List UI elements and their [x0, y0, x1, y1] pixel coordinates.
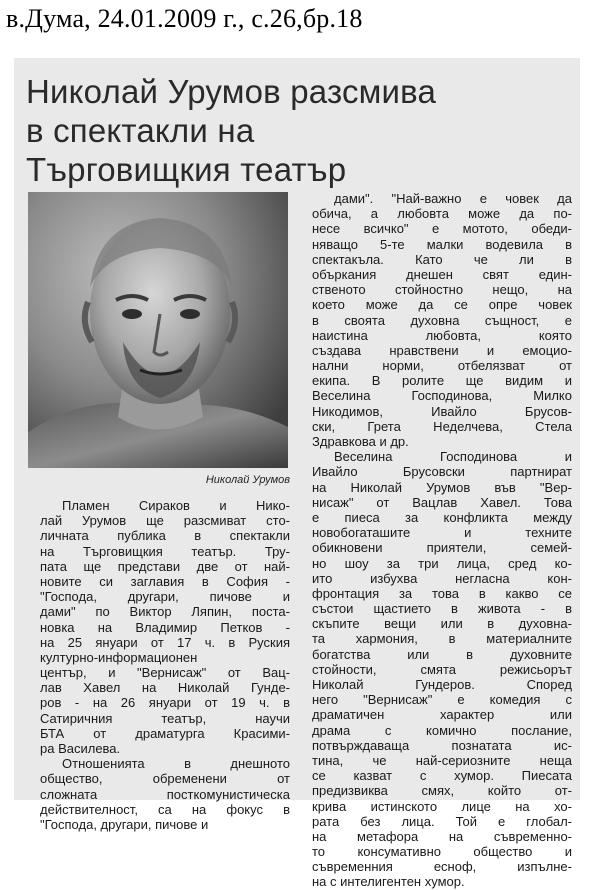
article-line: създава нравствени и емоцио-	[312, 342, 572, 358]
article-line: личната публика в спектакли	[40, 528, 290, 544]
article-line: новка на Владимир Петков -	[40, 619, 290, 635]
article-line: новите си заглавия в София -	[40, 573, 290, 589]
article-paragraph	[40, 498, 290, 756]
article-line: Веселина Господинова, Милко	[312, 388, 572, 404]
article-line: БТА от драматурга Красими-	[40, 725, 290, 741]
article-line: крива истинското лице на хо-	[312, 798, 572, 814]
article-line: Отношенията в днешното	[62, 756, 290, 772]
article-line: нисаж" от Вацлав Хавел. Това	[312, 494, 572, 510]
article-line: него "Вернисаж" е комедия с	[312, 692, 572, 708]
article-line: скъпите вещи или в духовна-	[312, 616, 572, 632]
headline-line: Търговищкия театър	[26, 151, 347, 188]
article-line: драматичен характер или	[312, 707, 572, 723]
article-line: ито избухва негласна кон-	[312, 570, 572, 586]
article-line: общество, обременени от	[40, 771, 290, 787]
article-line: дами". "Най-важно е човек да	[334, 191, 572, 206]
article-line: ски, Грета Неделчева, Стела	[312, 418, 572, 434]
headline-line: Николай Урумов разсмива	[26, 73, 437, 110]
article-column-left	[40, 498, 290, 832]
article-line: културно-информационен	[40, 649, 198, 665]
article-line: на метафора на съвременно-	[312, 828, 572, 844]
article-line: на Николай Урумов във "Вер-	[312, 479, 572, 495]
article-line: наистина любовта, която	[312, 327, 572, 343]
article-paragraph	[312, 191, 572, 449]
article-line: ра Василева.	[40, 741, 121, 756]
article-line: обикновени приятели, семей-	[312, 540, 572, 556]
article-line: дами" по Виктор Ляпин, поста-	[40, 604, 290, 620]
article-line: се казват с хумор. Пиесата	[312, 768, 572, 784]
article-line: Веселина Господинова и	[334, 449, 572, 465]
article-line: ров - на 26 януари от 19 ч. в	[40, 695, 290, 711]
article-line: предизвиква смях, който от-	[312, 783, 572, 799]
article-paragraph	[312, 449, 572, 889]
article-line: лай Урумов ще разсмиват сто-	[40, 513, 290, 529]
article-line: новобогаташите и техните	[312, 525, 572, 541]
article-line: "Господа, другари, пичове и	[40, 589, 290, 605]
article-line: екипа. В ролите ще видим и	[312, 373, 572, 389]
article-line: съвременния есноф, изпълне-	[312, 859, 572, 875]
article-line: Здравкова и др.	[312, 434, 409, 449]
article-line: нални норми, отбелязват от	[312, 358, 572, 374]
article-line: което може да се опре човек	[312, 297, 572, 313]
article-line: на 25 януари от 17 ч. в Руския	[40, 634, 290, 650]
photo-caption: Николай Урумов	[205, 474, 290, 486]
article-line: действителност, са на фокус в	[40, 801, 290, 817]
article-line: на с интелигентен хумор.	[312, 874, 465, 890]
article-line: в своята духовна същност, е	[312, 312, 572, 328]
article-line: на Търговищкия театър. Тру-	[40, 543, 290, 559]
article-line: тина, че най-сериозните неща	[312, 752, 572, 768]
article-line: спектакъла. Като че ли в	[312, 251, 572, 267]
article-line: обича, а любовта може да по-	[312, 206, 572, 222]
article-line: ственото стойностно нещо, на	[312, 282, 572, 298]
article-line: Ивайло Брусовски партнират	[312, 464, 572, 480]
article-headline	[26, 72, 586, 189]
article-column-right	[312, 191, 572, 890]
article-line: сложната посткомунистическа	[40, 786, 290, 802]
article-line: Никодимов, Ивайло Брусов-	[312, 403, 572, 419]
portrait-illustration	[28, 192, 288, 468]
portrait-photo	[28, 192, 288, 468]
article-paragraph	[40, 756, 290, 832]
article-line: та хармония, в материалните	[312, 631, 572, 647]
article-line: фронтация за това в какво се	[312, 585, 572, 601]
article-line: драма с комично послание,	[312, 722, 572, 738]
source-reference: в.Дума, 24.01.2009 г., с.26,бр.18	[6, 4, 363, 33]
article-line: то консумативно общество и	[312, 844, 572, 860]
article-line: но шоу за три лица, сред ко-	[312, 555, 572, 571]
article-line: център, и "Вернисаж" от Вац-	[40, 665, 290, 681]
article-line: състои щастието в живота - в	[312, 601, 572, 617]
article-line: потвърждаваща познатата ис-	[312, 737, 572, 753]
article-line: стойности, смята режисьорът	[312, 661, 572, 677]
article-line: объркания днешен свят един-	[312, 266, 572, 282]
article-line: лав Хавел на Николай Гундe-	[40, 680, 290, 696]
article-line: богатства или в духовните	[312, 646, 572, 662]
headline-line: в спектакли на	[26, 112, 255, 149]
article-line: "Господа, другари, пичове и	[40, 816, 209, 832]
article-line: Николай Гундеров. Според	[312, 677, 572, 692]
article-line: рата без лица. Той е глобал-	[312, 813, 572, 829]
article-line: е пиеса за конфликта между	[312, 509, 572, 525]
article-line: Пламен Сираков и Нико-	[62, 498, 290, 513]
article-line: несе всичко" е мотото, обеди-	[312, 221, 572, 237]
article-line: пата ще представи две от най-	[40, 558, 290, 574]
article-line: Сатиричния театър, научи	[40, 710, 290, 726]
article-line: няващо 5-те малки водевила в	[312, 236, 572, 252]
